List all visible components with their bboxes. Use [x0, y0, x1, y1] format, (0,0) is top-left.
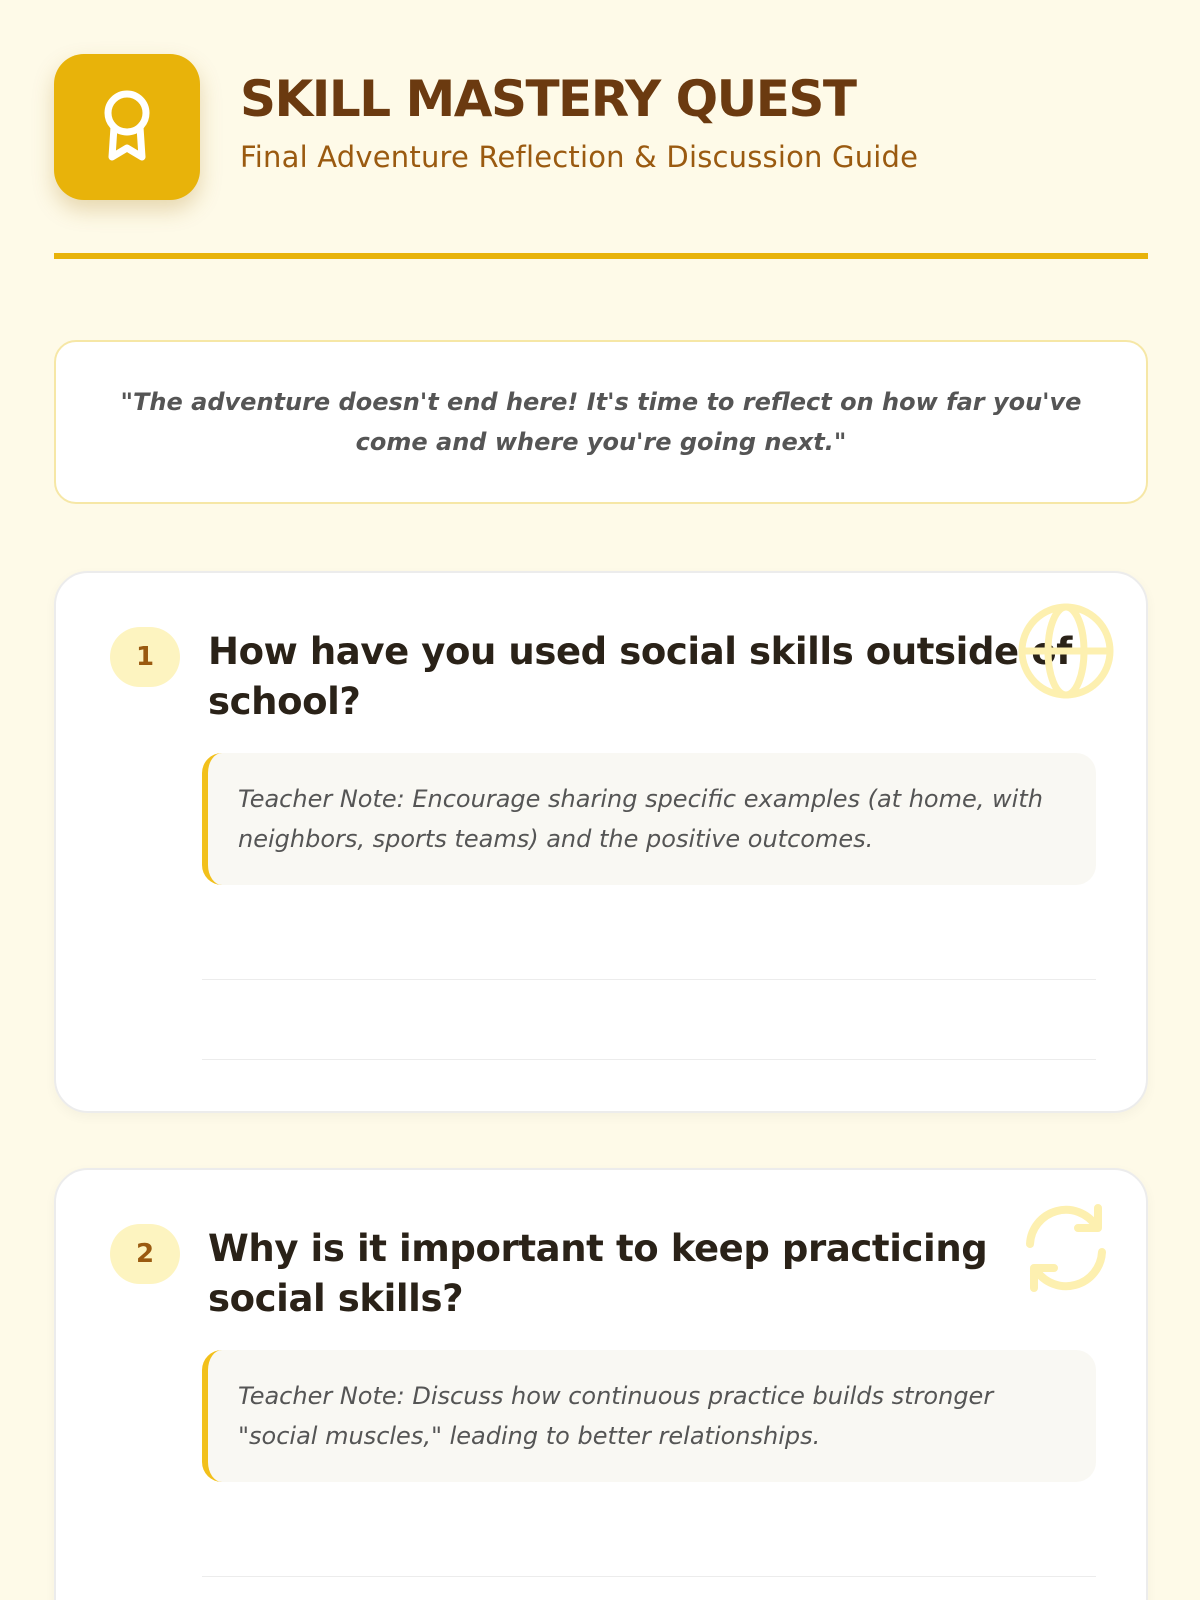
- question-text: Why is it important to keep practicing social skills?: [208, 1227, 988, 1320]
- header-divider: [54, 253, 1148, 259]
- question-card-2: [54, 1168, 1148, 1600]
- answer-line[interactable]: [202, 979, 1096, 980]
- question-number: 2: [110, 1224, 180, 1284]
- page-subtitle: Final Adventure Reflection & Discussion Guide: [240, 140, 919, 174]
- teacher-note: Teacher Note: Discuss how continuous practice builds stronger "social muscles," leading to better relationships.: [202, 1350, 1096, 1482]
- header: [54, 54, 1148, 204]
- intro-quote-box: [54, 340, 1148, 504]
- answer-line[interactable]: [202, 1576, 1096, 1577]
- question-text: How have you used social skills outside of school?: [208, 630, 1072, 723]
- answer-line[interactable]: [202, 1059, 1096, 1060]
- refresh-cycle-icon: [1016, 1198, 1116, 1298]
- question-card-1: [54, 571, 1148, 1113]
- teacher-note: Teacher Note: Encourage sharing specific examples (at home, with neighbors, sports teams) and the positive outcomes.: [202, 753, 1096, 885]
- intro-quote: "The adventure doesn't end here! It's time to reflect on how far you've come and where you're going next.": [120, 388, 1082, 456]
- award-ribbon-icon: [95, 87, 159, 167]
- question-number: 1: [110, 627, 180, 687]
- logo-badge: [54, 54, 200, 200]
- page-title: SKILL MASTERY QUEST: [240, 70, 856, 128]
- globe-icon: [1016, 601, 1116, 701]
